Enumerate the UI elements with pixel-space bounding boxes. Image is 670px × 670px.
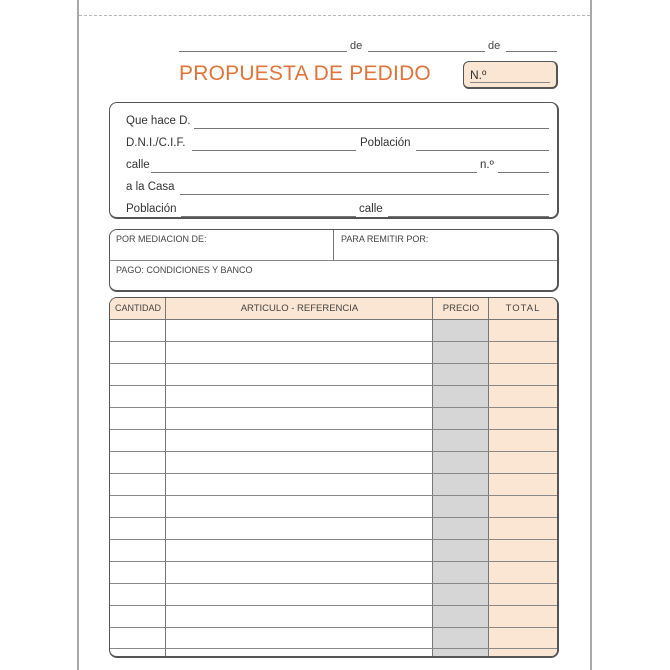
field-row-dni — [126, 137, 549, 153]
form-title: PROPUESTA DE PEDIDO — [179, 62, 431, 85]
row-line — [110, 627, 557, 628]
calle2-field[interactable] — [388, 216, 549, 217]
header-total: TOTAL — [505, 303, 541, 314]
row-line — [110, 473, 557, 474]
calle-field[interactable] — [151, 172, 477, 173]
row-line — [110, 517, 557, 518]
poblacion-label: Población — [360, 137, 411, 149]
row-line — [110, 495, 557, 496]
que-hace-field[interactable] — [194, 128, 549, 129]
dni-field[interactable] — [192, 150, 356, 151]
terms-box — [109, 229, 559, 292]
field-row-poblacion-calle — [126, 203, 549, 219]
dni-label: D.N.I./C.I.F. — [126, 137, 186, 149]
poblacion2-label: Población — [126, 203, 177, 215]
row-line — [110, 363, 557, 364]
payment-label: PAGO: CONDICIONES Y BANCO — [116, 265, 253, 275]
row-line — [110, 561, 557, 562]
order-number-line — [470, 82, 550, 83]
field-row-calle — [126, 159, 549, 175]
order-number-field[interactable] — [463, 61, 558, 89]
remit-field[interactable] — [334, 230, 557, 260]
col-divider-3 — [488, 298, 489, 656]
row-line — [110, 341, 557, 342]
date-connector-1: de — [350, 40, 363, 52]
row-line — [110, 605, 557, 606]
items-table — [109, 297, 559, 658]
calle2-label: calle — [359, 203, 383, 215]
row-line — [110, 407, 557, 408]
field-row-que-hace — [126, 115, 549, 131]
order-number-label: N.º — [470, 68, 487, 82]
mediation-field[interactable] — [110, 230, 333, 260]
numero-label: n.º — [480, 159, 494, 171]
row-line — [110, 583, 557, 584]
calle-label: calle — [126, 159, 150, 171]
row-line — [110, 539, 557, 540]
remit-label: PARA REMITIR POR: — [341, 234, 429, 244]
poblacion2-field[interactable] — [181, 216, 356, 217]
col-divider-1 — [165, 298, 166, 656]
price-column-fill — [433, 298, 489, 656]
poblacion-field[interactable] — [416, 150, 549, 151]
mediation-label: POR MEDIACION DE: — [116, 234, 207, 244]
date-connector-2: de — [488, 40, 501, 52]
date-month-field[interactable] — [368, 51, 485, 52]
header-cantidad: CANTIDAD — [114, 303, 161, 313]
que-hace-label: Que hace D. — [126, 115, 191, 127]
col-divider-2 — [432, 298, 433, 656]
numero-field[interactable] — [498, 172, 549, 173]
payment-field[interactable] — [110, 261, 557, 290]
row-line — [110, 429, 557, 430]
header-articulo: ARTICULO - REFERENCIA — [240, 303, 359, 314]
total-column-fill — [489, 298, 557, 656]
row-line — [110, 385, 557, 386]
date-place-field[interactable] — [179, 51, 347, 52]
perforation-line — [79, 15, 590, 16]
row-line — [110, 451, 557, 452]
casa-field[interactable] — [180, 194, 549, 195]
field-row-casa — [126, 181, 549, 197]
date-year-field[interactable] — [506, 51, 557, 52]
row-line — [110, 648, 557, 649]
header-precio: PRECIO — [442, 303, 480, 314]
casa-label: a la Casa — [126, 181, 175, 193]
client-info-box — [109, 102, 559, 219]
